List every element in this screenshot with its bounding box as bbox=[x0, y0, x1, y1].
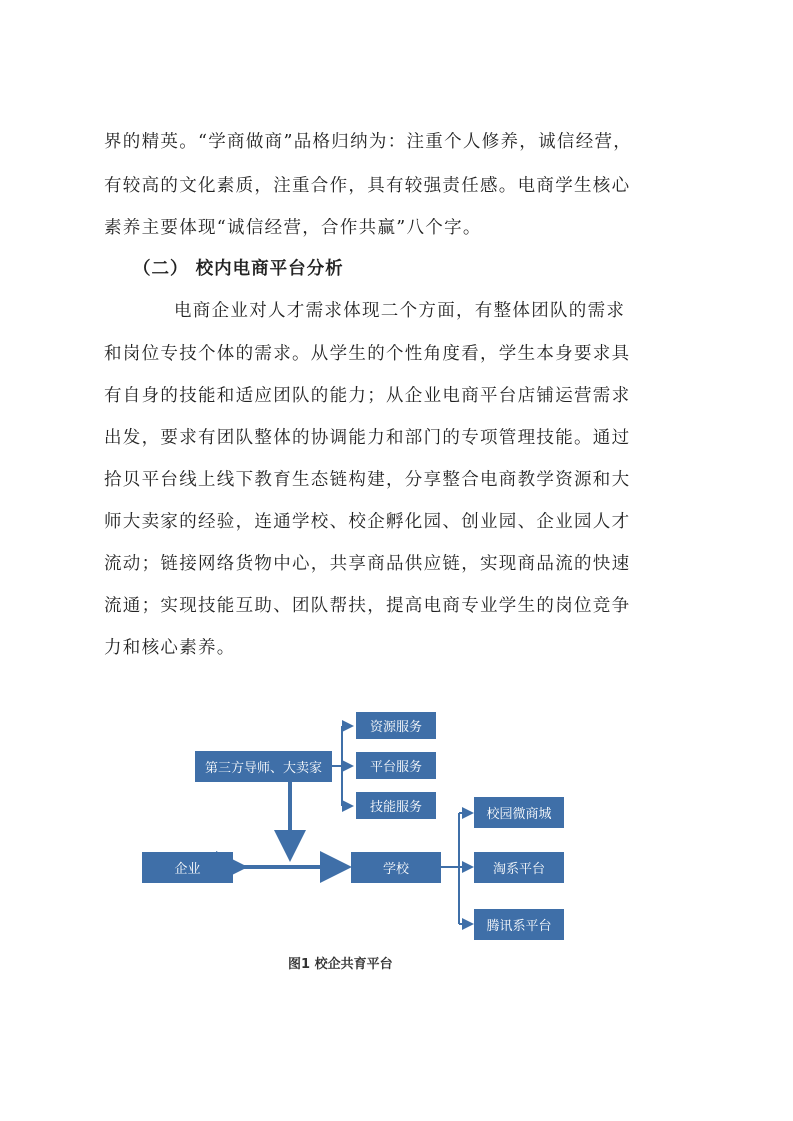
enterprise-box: 企业 bbox=[142, 852, 233, 883]
paragraph-1-line: 有较高的文化素质，注重合作，具有较强责任感。电商学生核心 bbox=[104, 176, 631, 196]
service-box-resources: 资源服务 bbox=[356, 712, 436, 739]
service-box-platform: 平台服务 bbox=[356, 752, 436, 779]
paragraph-2-line: 电商企业对人才需求体现二个方面，有整体团队的需求 bbox=[174, 301, 626, 321]
mentor-box: 第三方导师、大卖家 bbox=[195, 751, 332, 782]
figure-caption: 图1 校企共育平台 bbox=[288, 957, 393, 972]
paragraph-2-line: 流动；链接网络货物中心，共享商品供应链，实现商品流的快速 bbox=[104, 554, 631, 574]
paragraph-2-line: 出发，要求有团队整体的协调能力和部门的专项管理技能。通过 bbox=[104, 428, 631, 448]
paragraph-2-line: 力和核心素养。 bbox=[104, 638, 236, 658]
school-platforms-bracket bbox=[441, 813, 472, 924]
paragraph-1-line: 界的精英。“学商做商”品格归纳为：注重个人修养，诚信经营， bbox=[104, 132, 633, 152]
school-box: 学校 bbox=[351, 852, 441, 883]
platform-box-taobao: 淘系平台 bbox=[474, 852, 564, 883]
paragraph-2-line: 有自身的技能和适应团队的能力；从企业电商平台店铺运营需求 bbox=[104, 386, 631, 406]
paragraph-2-line: 流通；实现技能互助、团队帮扶，提高电商专业学生的岗位竞争 bbox=[104, 596, 631, 616]
paragraph-2-line: 和岗位专技个体的需求。从学生的个性角度看，学生本身要求具 bbox=[104, 344, 631, 364]
service-box-skills: 技能服务 bbox=[356, 792, 436, 819]
paragraph-2-line: 拾贝平台线上线下教育生态链构建，分享整合电商教学资源和大 bbox=[104, 470, 631, 490]
platform-box-campus-shop: 校园微商城 bbox=[474, 797, 564, 828]
mentor-services-bracket bbox=[332, 726, 352, 806]
section-heading: （二） 校内电商平台分析 bbox=[133, 259, 344, 279]
platform-box-tencent: 腾讯系平台 bbox=[474, 909, 564, 940]
paragraph-1-line: 素养主要体现“诚信经营，合作共赢”八个字。 bbox=[104, 218, 482, 238]
paragraph-2-line: 师大卖家的经验，连通学校、校企孵化园、创业园、企业园人才 bbox=[104, 512, 631, 532]
